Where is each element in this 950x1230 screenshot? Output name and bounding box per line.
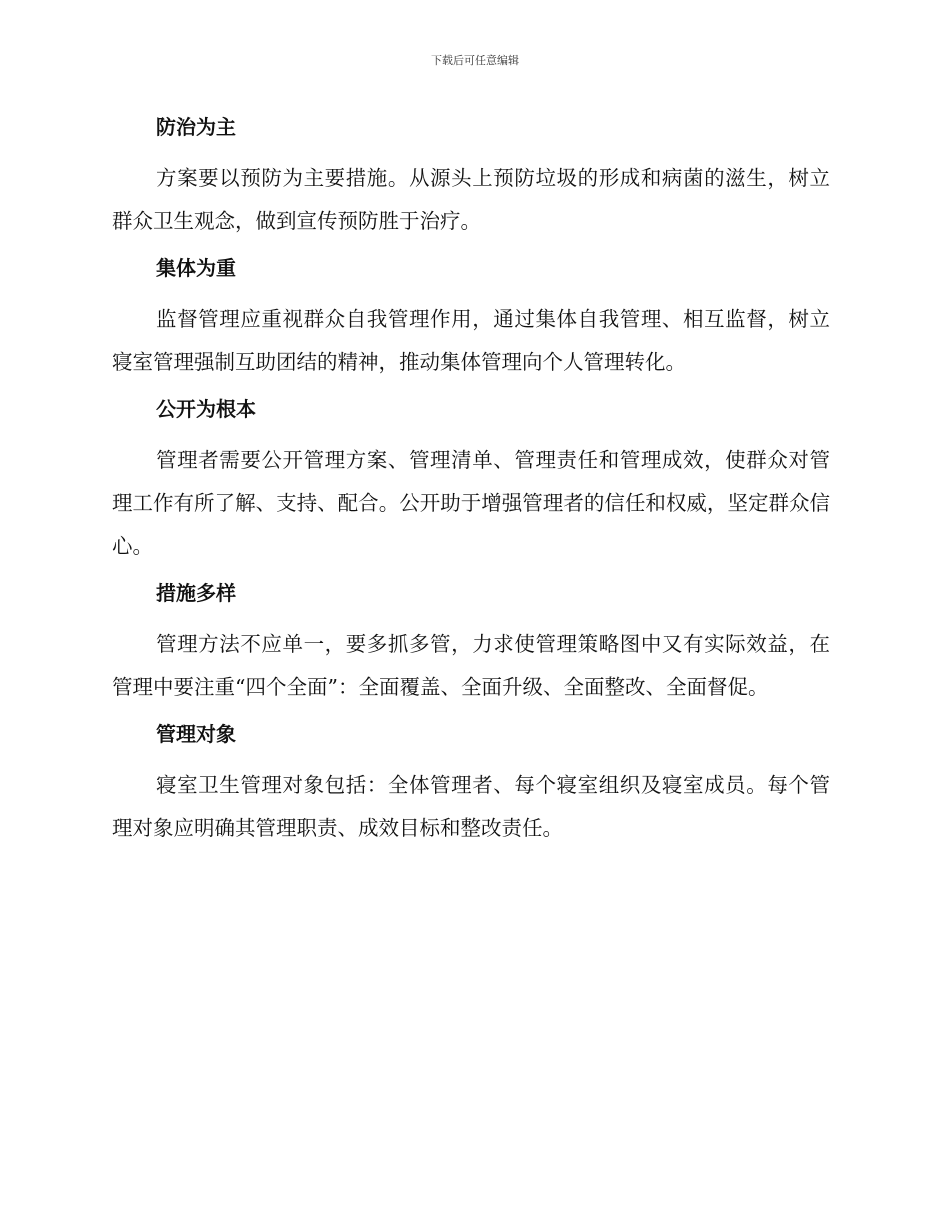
section-diverse-measures [112, 576, 830, 709]
section-heading: 集体为重 [156, 256, 236, 280]
section-management-targets [112, 717, 830, 850]
page-header: 下载后可任意编辑 [431, 54, 519, 67]
section-collective [112, 251, 830, 384]
section-paragraph: 监督管理应重视群众自我管理作用，通过集体自我管理、相互监督，树立寝室管理强制互助团结的精神，推动集体管理向个人管理转化。 [112, 307, 830, 374]
section-heading: 防治为主 [156, 115, 236, 139]
document-body [112, 110, 830, 858]
section-heading: 措施多样 [156, 581, 236, 605]
section-heading: 公开为根本 [156, 397, 256, 421]
section-paragraph: 方案要以预防为主要措施。从源头上预防垃圾的形成和病菌的滋生，树立群众卫生观念，做到宣传预防胜于治疗。 [112, 166, 830, 233]
section-prevention [112, 110, 830, 243]
section-paragraph: 寝室卫生管理对象包括：全体管理者、每个寝室组织及寝室成员。每个管理对象应明确其管理职责、成效目标和整改责任。 [112, 773, 830, 840]
section-heading: 管理对象 [156, 722, 236, 746]
section-paragraph: 管理方法不应单一，要多抓多管，力求使管理策略图中又有实际效益，在管理中要注重“四个全面”：全面覆盖、全面升级、全面整改、全面督促。 [112, 632, 830, 699]
section-paragraph: 管理者需要公开管理方案、管理清单、管理责任和管理成效，使群众对管理工作有所了解、支持、配合。公开助于增强管理者的信任和权威，坚定群众信心。 [112, 448, 830, 558]
section-openness [112, 392, 830, 568]
